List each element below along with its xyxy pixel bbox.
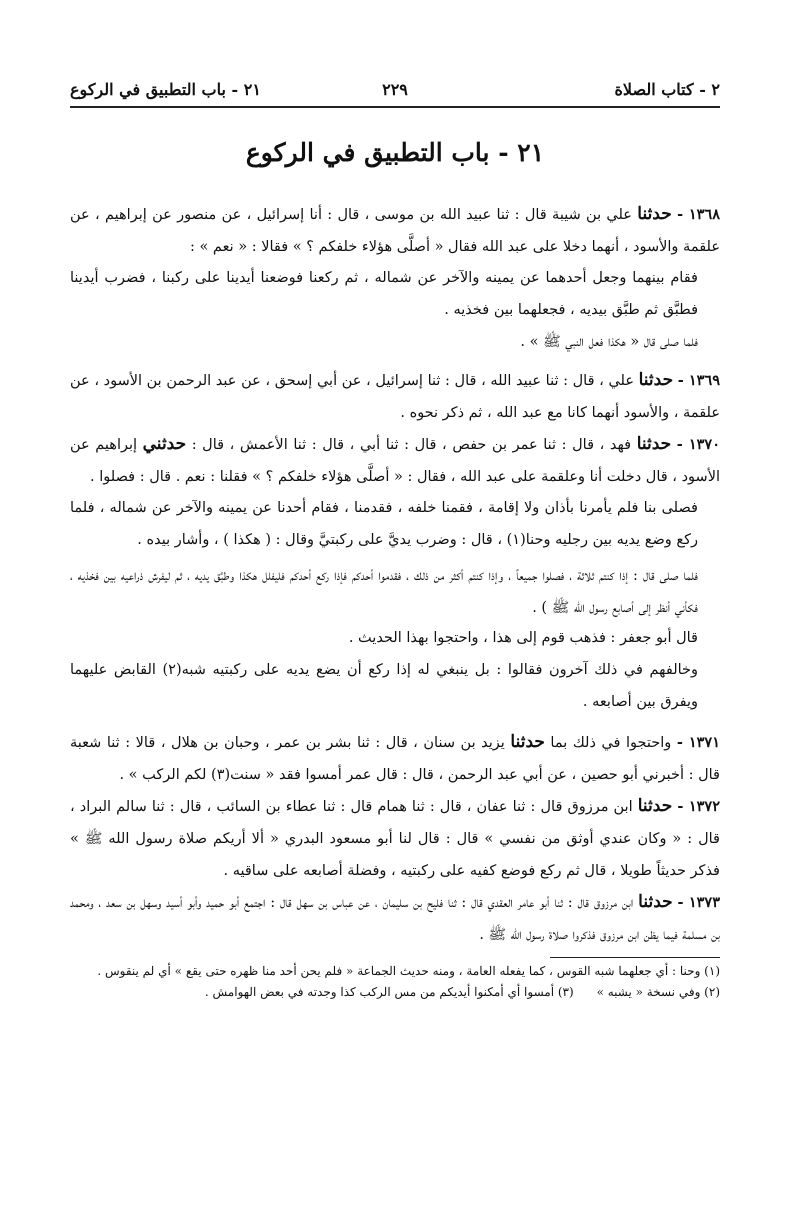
footnotes	[70, 961, 720, 1003]
hadith-1370-paragraph-4: قال أبو جعفر : فذهب قوم إلى هذا ، واحتجوا بهذا الحديث .	[348, 630, 698, 646]
haddatha-word: حدثنا	[637, 796, 673, 816]
hadith-paragraph	[70, 726, 720, 791]
header-chapter-title: ٢١ - باب التطبيق في الركوع	[70, 80, 261, 99]
footnote-3: (٣) أمسوا أي أمكنوا أيديكم من مس الركب كذا وجدته في بعض الهوامش .	[204, 985, 574, 999]
chapter-title: ٢١ - باب التطبيق في الركوع	[245, 138, 545, 167]
footnote-2-3	[70, 982, 720, 1003]
hadith-text: ابن مرزوق قال : ثنا عفان ، قال : ثنا همام قال : ثنا عطاء بن السائب ، قال : ثنا سالم البراد ، قال : « وكان عندي أوثق من نفسي » قال : قال لنا أبو مسعود البدري « ألا أريكم صلاة رسول الله ﷺ » فذكر حديثاً طويلا ، قال ثم ركع فوضع كفيه على ركبتيه ، وفضلة أصابعه على ساقيه .	[70, 799, 720, 879]
hadith-1368-paragraph-3: فلما صلى قال « هكذا فعل النبي ﷺ » .	[520, 334, 698, 350]
hadith-1371	[70, 726, 720, 791]
hadith-text: إبراهيم عن الأسود ، قال دخلت أنا وعلقمة على عبد الله ، فقال : « أصلَّى هؤلاء خلفكم ؟ » فقلنا : نعم . قال : فصلوا .	[70, 437, 720, 485]
hadith-text: فهد ، قال : ثنا عمر بن حفص ، قال : ثنا أبي ، قال : ثنا الأعمش ، قال :	[186, 437, 637, 453]
hadith-1373	[70, 886, 720, 951]
hadith-paragraph	[70, 886, 720, 951]
hadith-number: ١٣٦٩ -	[677, 372, 720, 389]
haddatha-word: حدثنا	[510, 732, 545, 752]
header-divider	[70, 106, 720, 108]
hadith-1369	[70, 364, 720, 429]
hadith-paragraph	[70, 790, 720, 887]
hadith-text: واحتجوا في ذلك بما	[544, 735, 677, 751]
hadith-number: ١٣٧١ -	[676, 734, 720, 751]
header-book-title: ٢ - كتاب الصلاة	[614, 80, 720, 99]
haddatha-word: حدثنا	[636, 434, 672, 454]
haddatha-word: حدثنا	[638, 892, 673, 912]
hadith-text: يزيد بن سنان ، قال : ثنا بشر بن عمر ، وحبان بن هلال ، قالا : ثنا شعبة قال : أخبرني أبو حصين ، عن أبي عبد الرحمن ، قال : قال عمر أمسوا فقد « سنت(٣) لكم الركب » .	[70, 735, 720, 783]
footnote-1: (١) وحنا : أي جعلهما شبه القوس ، كما يفعله العامة ، ومنه حديث الجماعة « فلم يحن أحد منا ظهره حتى يقع » أي لم ينقوس .	[97, 964, 720, 978]
haddatha-word: حدثنا	[637, 204, 672, 224]
hadith-number: ١٣٧٣ -	[677, 894, 721, 911]
hadith-1368-paragraph-2: فقام بينهما وجعل أحدهما عن يمينه والآخر عن شماله ، ثم ركعنا فوضعنا أيدينا على ركبنا ، فضرب أيدينا فطبَّق ثم طبَّق بيديه ، فجعلهما بين فخذيه .	[70, 270, 698, 318]
hadith-1370-paragraph-5: وخالفهم في ذلك آخرون فقالوا : بل ينبغي له إذا ركع أن يضع يديه على ركبتيه شبه(٢) القابض عليهما ويفرق بين أصابعه .	[70, 662, 698, 710]
document-page	[70, 0, 720, 1213]
footnote-divider	[550, 957, 720, 958]
hadith-number: ١٣٧٢ -	[677, 798, 721, 815]
hadith-number: ١٣٧٠ -	[676, 436, 720, 453]
running-header	[70, 80, 720, 106]
hadith-text: علي بن شيبة قال : ثنا عبيد الله بن موسى ، قال : أنا إسرائيل ، عن منصور عن إبراهيم ، عن علقمة والأسود ، أنهما دخلا على عبد الله فقال « أصلَّى هؤلاء خلفكم ؟ » فقالا : « نعم » :	[70, 207, 720, 255]
hadith-paragraph	[70, 428, 720, 493]
page-number: ٢٢٩	[382, 80, 408, 99]
hadith-1372	[70, 790, 720, 887]
hadith-paragraph	[70, 198, 720, 263]
hadith-number: ١٣٦٨ -	[677, 206, 720, 223]
hadith-1370	[70, 428, 720, 493]
hadith-text: ابن مرزوق قال : ثنا أبو عامر العقدي قال : ثنا فليح بن سليمان ، عن عباس بن سهل قال : اجتمع أبو حميد وأبو أسيد وسهل بن سعد ، ومحمد بن مسلمة فيما يظن ابن مرزوق فذكروا صلاة رسول الله ﷺ .	[70, 895, 720, 943]
footnote-2: (٢) وفي نسخة « يشبه »	[596, 985, 720, 999]
hadith-text: علي ، قال : ثنا عبيد الله ، قال : ثنا إسرائيل ، عن أبي إسحق ، عن عبد الرحمن بن الأسود ، عن علقمة ، والأسود أنهما كانا مع عبد الله ، ثم ذكر نحوه .	[70, 373, 720, 421]
haddathani-word: حدثني	[142, 434, 187, 454]
hadith-1370-paragraph-2: فصلى بنا فلم يأمرنا بأذان ولا إقامة ، فقمنا خلفه ، فقدمنا ، فقام أحدنا عن يمينه والآخر عن شماله ، فلما ركع وضع يديه بين رجليه وحنا(١) ، قال : وضرب يديَّ على ركبتيَّ وقال : ( هكذا ) ، وأشار بيده .	[70, 500, 698, 548]
hadith-paragraph	[70, 364, 720, 429]
hadith-1368	[70, 198, 720, 263]
haddatha-word: حدثنا	[638, 370, 674, 390]
hadith-1370-paragraph-3: فلما صلى قال : إذا كنتم ثلاثة ، فصلوا جميعاً ، وإذا كنتم أكثر من ذلك ، فقدموا أحدكم فإذا ركع أحدكم فليفلل هكذا وطبَّق يديه ، ثم ليفرش ذراعيه بين فخذيه ، فكأني أنظر إلى أصابع رسول الله ﷺ ) .	[70, 568, 698, 616]
